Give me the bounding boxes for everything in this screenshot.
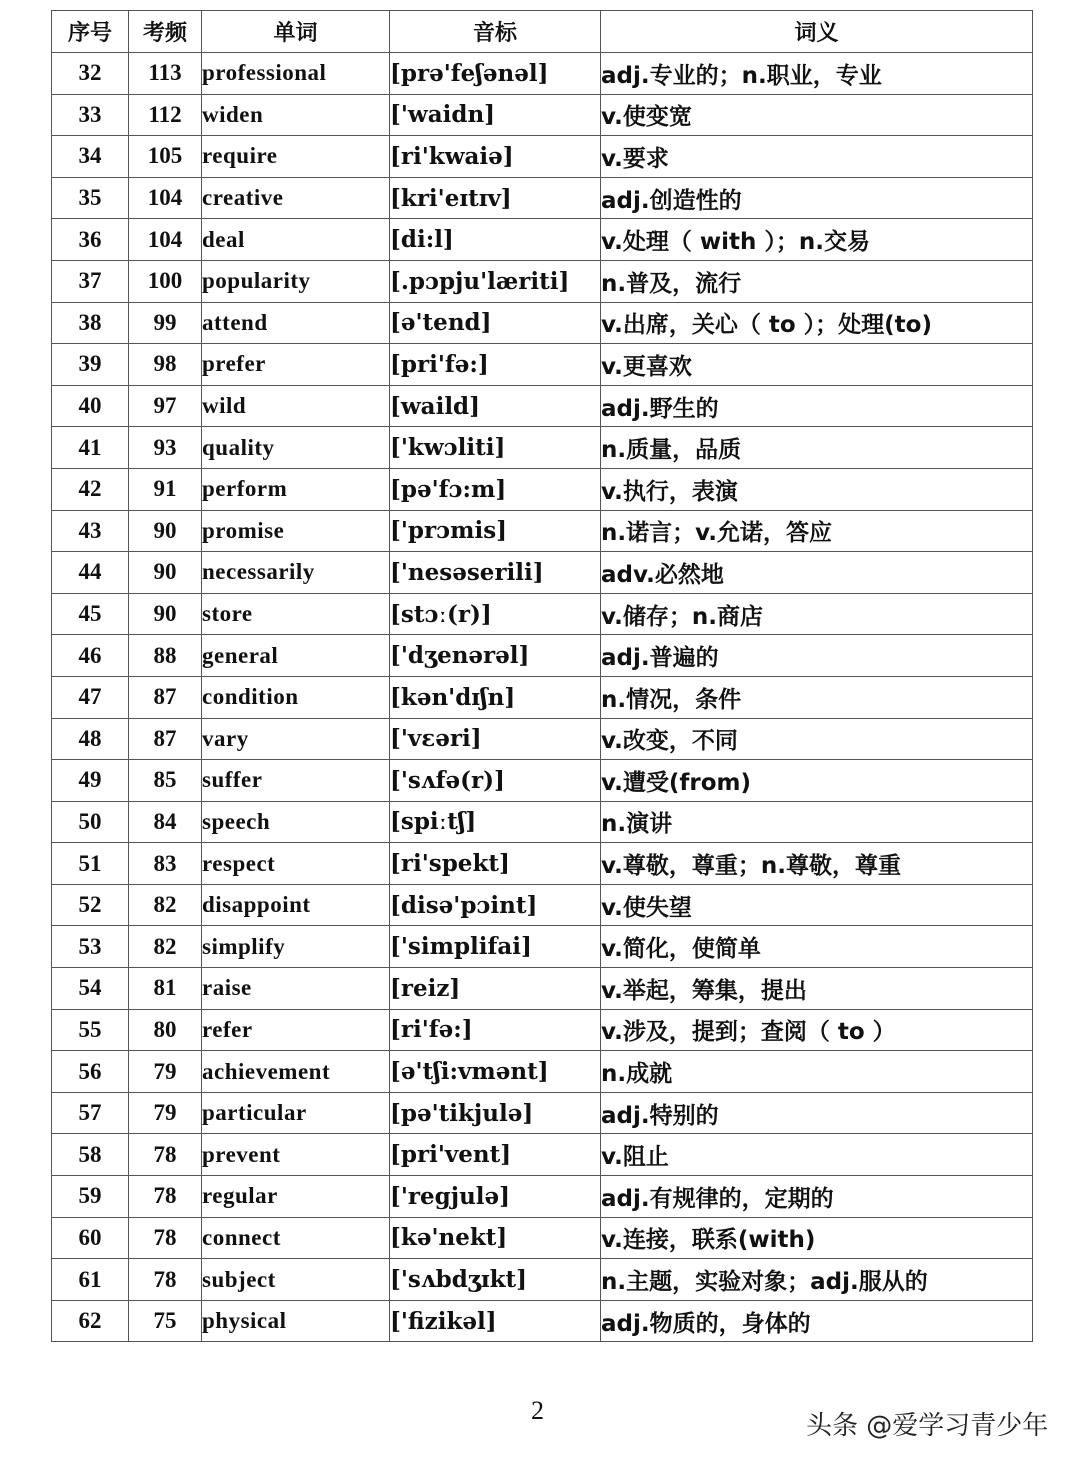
row-phonetic: [disə'pɔint] bbox=[390, 884, 601, 926]
table-row bbox=[52, 968, 1033, 1010]
row-meaning: v.尊敬，尊重；n.尊敬，尊重 bbox=[601, 843, 1033, 885]
row-index: 32 bbox=[52, 53, 129, 95]
row-index: 62 bbox=[52, 1300, 129, 1342]
row-phonetic: ['dʒenərəl] bbox=[390, 635, 601, 677]
row-meaning: v.储存；n.商店 bbox=[601, 593, 1033, 635]
table-row bbox=[52, 260, 1033, 302]
row-frequency: 104 bbox=[129, 177, 202, 219]
row-word: wild bbox=[202, 385, 390, 427]
row-phonetic: [prə'feʃənəl] bbox=[390, 53, 601, 95]
row-frequency: 85 bbox=[129, 760, 202, 802]
table-row bbox=[52, 1009, 1033, 1051]
row-frequency: 78 bbox=[129, 1217, 202, 1259]
row-meaning: adv.必然地 bbox=[601, 552, 1033, 594]
row-index: 43 bbox=[52, 510, 129, 552]
table-row bbox=[52, 884, 1033, 926]
row-index: 53 bbox=[52, 926, 129, 968]
row-frequency: 97 bbox=[129, 385, 202, 427]
row-meaning: adj.特别的 bbox=[601, 1092, 1033, 1134]
row-word: subject bbox=[202, 1259, 390, 1301]
row-phonetic: [ə'tend] bbox=[390, 302, 601, 344]
row-index: 41 bbox=[52, 427, 129, 469]
vocabulary-table bbox=[51, 10, 1033, 1342]
row-frequency: 112 bbox=[129, 94, 202, 136]
row-index: 57 bbox=[52, 1092, 129, 1134]
table-row bbox=[52, 1217, 1033, 1259]
row-index: 55 bbox=[52, 1009, 129, 1051]
row-meaning: v.处理（ with ）；n.交易 bbox=[601, 219, 1033, 261]
row-frequency: 78 bbox=[129, 1176, 202, 1218]
row-phonetic: [pri'fə:] bbox=[390, 344, 601, 386]
row-frequency: 91 bbox=[129, 468, 202, 510]
table-row bbox=[52, 468, 1033, 510]
row-index: 39 bbox=[52, 344, 129, 386]
row-phonetic: [kri'eɪtɪv] bbox=[390, 177, 601, 219]
row-phonetic: ['sʌfə(r)] bbox=[390, 760, 601, 802]
row-phonetic: [stɔː(r)] bbox=[390, 593, 601, 635]
row-word: store bbox=[202, 593, 390, 635]
row-index: 58 bbox=[52, 1134, 129, 1176]
row-phonetic: [ri'spekt] bbox=[390, 843, 601, 885]
row-word: require bbox=[202, 136, 390, 178]
row-meaning: v.遭受(from) bbox=[601, 760, 1033, 802]
row-meaning: v.执行，表演 bbox=[601, 468, 1033, 510]
table-row bbox=[52, 718, 1033, 760]
row-index: 42 bbox=[52, 468, 129, 510]
row-frequency: 90 bbox=[129, 593, 202, 635]
row-phonetic: ['nesəserili] bbox=[390, 552, 601, 594]
row-phonetic: [reiz] bbox=[390, 968, 601, 1010]
row-word: quality bbox=[202, 427, 390, 469]
row-meaning: adj.创造性的 bbox=[601, 177, 1033, 219]
table-header-row bbox=[52, 11, 1033, 53]
page-number: 2 bbox=[531, 1396, 544, 1425]
row-frequency: 90 bbox=[129, 552, 202, 594]
row-phonetic: ['sʌbdʒɪkt] bbox=[390, 1259, 601, 1301]
row-frequency: 87 bbox=[129, 718, 202, 760]
row-frequency: 80 bbox=[129, 1009, 202, 1051]
row-word: particular bbox=[202, 1092, 390, 1134]
row-index: 38 bbox=[52, 302, 129, 344]
row-meaning: v.要求 bbox=[601, 136, 1033, 178]
row-index: 47 bbox=[52, 676, 129, 718]
row-word: disappoint bbox=[202, 884, 390, 926]
row-phonetic: ['fizikəl] bbox=[390, 1300, 601, 1342]
row-word: professional bbox=[202, 53, 390, 95]
row-frequency: 82 bbox=[129, 884, 202, 926]
watermark: 头条 @爱学习青少年 bbox=[806, 1411, 1049, 1441]
row-meaning: v.使变宽 bbox=[601, 94, 1033, 136]
row-frequency: 87 bbox=[129, 676, 202, 718]
row-word: raise bbox=[202, 968, 390, 1010]
row-index: 59 bbox=[52, 1176, 129, 1218]
row-index: 52 bbox=[52, 884, 129, 926]
table-row bbox=[52, 302, 1033, 344]
table-row bbox=[52, 676, 1033, 718]
row-word: widen bbox=[202, 94, 390, 136]
row-word: creative bbox=[202, 177, 390, 219]
row-word: simplify bbox=[202, 926, 390, 968]
row-frequency: 81 bbox=[129, 968, 202, 1010]
row-word: refer bbox=[202, 1009, 390, 1051]
row-phonetic: [pri'vent] bbox=[390, 1134, 601, 1176]
header-word: 单词 bbox=[202, 11, 390, 53]
table-row bbox=[52, 427, 1033, 469]
table-row bbox=[52, 94, 1033, 136]
row-phonetic: [waild] bbox=[390, 385, 601, 427]
row-index: 44 bbox=[52, 552, 129, 594]
row-index: 36 bbox=[52, 219, 129, 261]
row-phonetic: ['simplifai] bbox=[390, 926, 601, 968]
table-row bbox=[52, 1092, 1033, 1134]
header-phonetic: 音标 bbox=[390, 11, 601, 53]
table-row bbox=[52, 635, 1033, 677]
row-phonetic: [kə'nekt] bbox=[390, 1217, 601, 1259]
row-index: 50 bbox=[52, 801, 129, 843]
row-index: 46 bbox=[52, 635, 129, 677]
table-row bbox=[52, 219, 1033, 261]
row-meaning: n.情况，条件 bbox=[601, 676, 1033, 718]
table-row bbox=[52, 593, 1033, 635]
table-row bbox=[52, 926, 1033, 968]
row-meaning: v.连接，联系(with) bbox=[601, 1217, 1033, 1259]
row-frequency: 105 bbox=[129, 136, 202, 178]
table-row bbox=[52, 801, 1033, 843]
row-phonetic: [ri'fə:] bbox=[390, 1009, 601, 1051]
row-frequency: 88 bbox=[129, 635, 202, 677]
row-frequency: 113 bbox=[129, 53, 202, 95]
table-row bbox=[52, 53, 1033, 95]
row-meaning: n.成就 bbox=[601, 1051, 1033, 1093]
row-meaning: adj.专业的；n.职业，专业 bbox=[601, 53, 1033, 95]
row-meaning: n.质量，品质 bbox=[601, 427, 1033, 469]
row-phonetic: [ri'kwaiə] bbox=[390, 136, 601, 178]
row-index: 54 bbox=[52, 968, 129, 1010]
row-meaning: adj.野生的 bbox=[601, 385, 1033, 427]
row-index: 40 bbox=[52, 385, 129, 427]
row-index: 37 bbox=[52, 260, 129, 302]
table-row bbox=[52, 510, 1033, 552]
row-meaning: v.使失望 bbox=[601, 884, 1033, 926]
row-phonetic: [spiːtʃ] bbox=[390, 801, 601, 843]
table-row bbox=[52, 1134, 1033, 1176]
row-phonetic: [kən'dɪʃn] bbox=[390, 676, 601, 718]
row-word: promise bbox=[202, 510, 390, 552]
row-index: 33 bbox=[52, 94, 129, 136]
row-word: achievement bbox=[202, 1051, 390, 1093]
row-word: popularity bbox=[202, 260, 390, 302]
row-word: physical bbox=[202, 1300, 390, 1342]
row-frequency: 75 bbox=[129, 1300, 202, 1342]
table-body bbox=[52, 53, 1033, 1342]
row-word: perform bbox=[202, 468, 390, 510]
header-meaning: 词义 bbox=[601, 11, 1033, 53]
table-row bbox=[52, 177, 1033, 219]
row-index: 35 bbox=[52, 177, 129, 219]
row-word: respect bbox=[202, 843, 390, 885]
table-row bbox=[52, 760, 1033, 802]
row-frequency: 93 bbox=[129, 427, 202, 469]
row-frequency: 99 bbox=[129, 302, 202, 344]
table-row bbox=[52, 385, 1033, 427]
row-frequency: 78 bbox=[129, 1134, 202, 1176]
row-phonetic: [pə'tikjulə] bbox=[390, 1092, 601, 1134]
row-meaning: n.演讲 bbox=[601, 801, 1033, 843]
row-index: 60 bbox=[52, 1217, 129, 1259]
row-word: prevent bbox=[202, 1134, 390, 1176]
row-meaning: v.出席，关心（ to ）；处理(to) bbox=[601, 302, 1033, 344]
row-frequency: 100 bbox=[129, 260, 202, 302]
row-meaning: v.更喜欢 bbox=[601, 344, 1033, 386]
row-phonetic: ['regjulə] bbox=[390, 1176, 601, 1218]
row-meaning: adj.物质的，身体的 bbox=[601, 1300, 1033, 1342]
row-index: 49 bbox=[52, 760, 129, 802]
row-word: necessarily bbox=[202, 552, 390, 594]
table-row bbox=[52, 344, 1033, 386]
table-row bbox=[52, 1259, 1033, 1301]
row-index: 34 bbox=[52, 136, 129, 178]
row-word: regular bbox=[202, 1176, 390, 1218]
row-meaning: n.主题，实验对象；adj.服从的 bbox=[601, 1259, 1033, 1301]
table-row bbox=[52, 552, 1033, 594]
row-meaning: adj.有规律的，定期的 bbox=[601, 1176, 1033, 1218]
row-index: 61 bbox=[52, 1259, 129, 1301]
row-meaning: v.阻止 bbox=[601, 1134, 1033, 1176]
row-meaning: adj.普遍的 bbox=[601, 635, 1033, 677]
row-frequency: 83 bbox=[129, 843, 202, 885]
row-word: condition bbox=[202, 676, 390, 718]
row-word: suffer bbox=[202, 760, 390, 802]
row-phonetic: ['kwɔliti] bbox=[390, 427, 601, 469]
row-phonetic: [.pɔpju'læriti] bbox=[390, 260, 601, 302]
table-row bbox=[52, 1300, 1033, 1342]
header-index: 序号 bbox=[52, 11, 129, 53]
row-meaning: v.改变，不同 bbox=[601, 718, 1033, 760]
table-row bbox=[52, 136, 1033, 178]
row-frequency: 104 bbox=[129, 219, 202, 261]
row-frequency: 98 bbox=[129, 344, 202, 386]
row-meaning: n.普及，流行 bbox=[601, 260, 1033, 302]
row-phonetic: [ə'tʃi:vmənt] bbox=[390, 1051, 601, 1093]
row-index: 48 bbox=[52, 718, 129, 760]
row-meaning: v.简化，使简单 bbox=[601, 926, 1033, 968]
row-phonetic: ['prɔmis] bbox=[390, 510, 601, 552]
table-row bbox=[52, 1176, 1033, 1218]
row-frequency: 79 bbox=[129, 1051, 202, 1093]
row-index: 51 bbox=[52, 843, 129, 885]
table-row bbox=[52, 1051, 1033, 1093]
row-phonetic: ['waidn] bbox=[390, 94, 601, 136]
row-frequency: 84 bbox=[129, 801, 202, 843]
row-word: vary bbox=[202, 718, 390, 760]
row-index: 45 bbox=[52, 593, 129, 635]
row-word: deal bbox=[202, 219, 390, 261]
row-word: prefer bbox=[202, 344, 390, 386]
table-row bbox=[52, 843, 1033, 885]
row-phonetic: [pə'fɔ:m] bbox=[390, 468, 601, 510]
row-word: general bbox=[202, 635, 390, 677]
row-word: connect bbox=[202, 1217, 390, 1259]
row-phonetic: ['vɛəri] bbox=[390, 718, 601, 760]
row-word: speech bbox=[202, 801, 390, 843]
row-frequency: 90 bbox=[129, 510, 202, 552]
row-phonetic: [di:l] bbox=[390, 219, 601, 261]
row-frequency: 82 bbox=[129, 926, 202, 968]
row-word: attend bbox=[202, 302, 390, 344]
row-frequency: 78 bbox=[129, 1259, 202, 1301]
row-index: 56 bbox=[52, 1051, 129, 1093]
row-frequency: 79 bbox=[129, 1092, 202, 1134]
header-frequency: 考频 bbox=[129, 11, 202, 53]
row-meaning: v.举起，筹集，提出 bbox=[601, 968, 1033, 1010]
row-meaning: n.诺言；v.允诺，答应 bbox=[601, 510, 1033, 552]
row-meaning: v.涉及，提到；查阅（ to ） bbox=[601, 1009, 1033, 1051]
